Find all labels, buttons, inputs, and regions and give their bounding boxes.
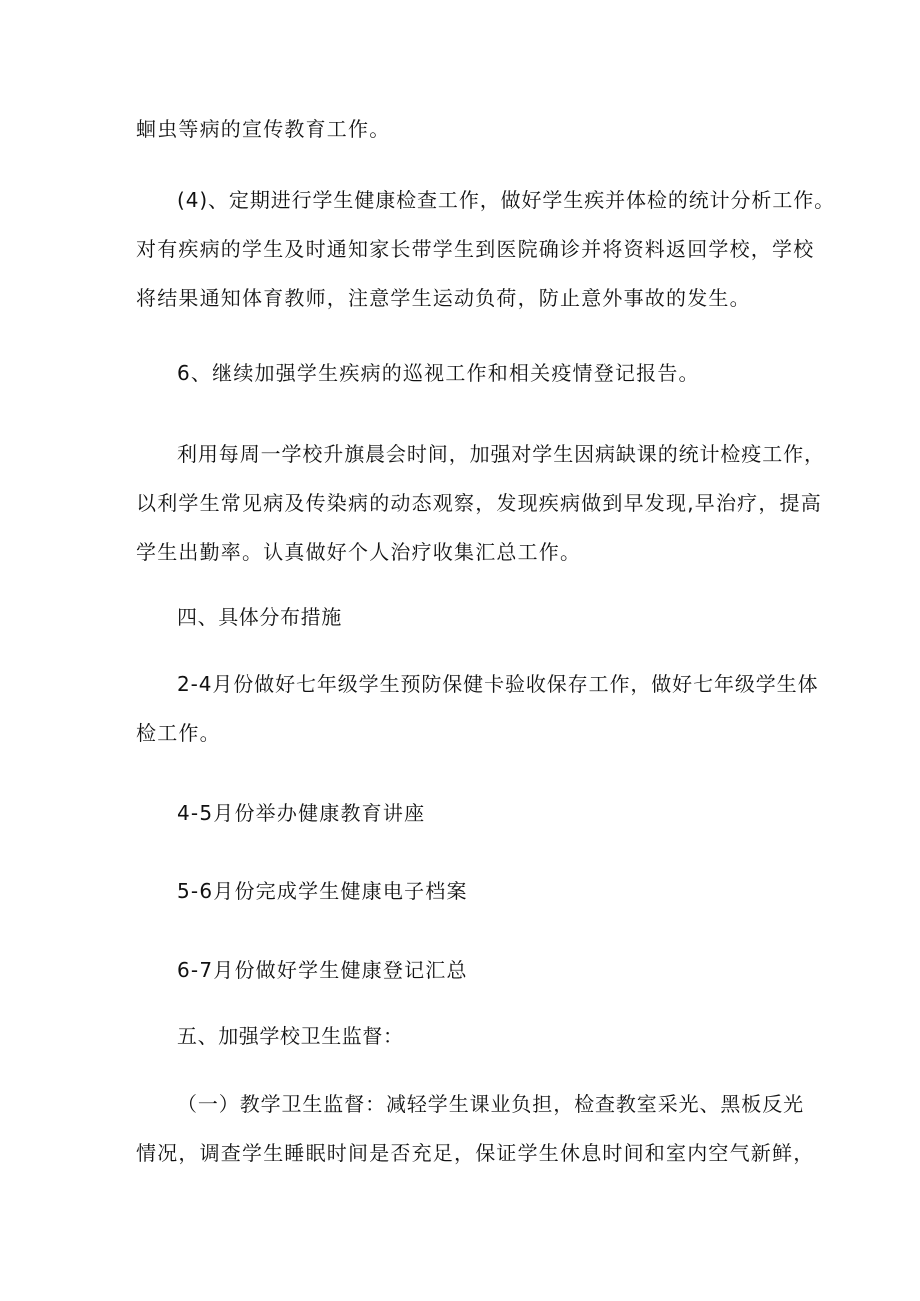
text-line: 对有疾病的学生及时通知家长带学生到医院确诊并将资料返回学校，学校 [136,237,815,261]
text-line: 利用每周一学校升旗晨会时间，加强对学生因病缺课的统计检疫工作， [177,442,825,466]
text-line: 以利学生常见病及传染病的动态观察，发现疾病做到早发现,早治疗，提高 [136,491,822,515]
text-line: 学生出勤率。认真做好个人治疗收集汇总工作。 [136,540,582,564]
heading-text: 四、具体分布措施 [177,605,342,629]
text-line: 将结果通知体育教师，注意学生运动负荷，防止意外事故的发生。 [136,286,751,310]
text-line: 2-4月份做好七年级学生预防保健卡验收保存工作，做好七年级学生体 [177,672,819,696]
text-line: 4-5月份举办健康教育讲座 [177,801,426,825]
text-line: 6-7月份做好学生健康登记汇总 [177,958,468,982]
text-line: (4)、定期进行学生健康检查工作，做好学生疾并体检的统计分析工作。 [177,188,836,212]
text-line: 6、继续加强学生疾病的巡视工作和相关疫情登记报告。 [177,361,700,385]
text-line: 蛔虫等病的宣传教育工作。 [136,117,391,141]
heading-text: 五、加强学校卫生监督： [177,1024,404,1048]
text-line: 检工作。 [136,721,221,745]
text-line: （一）教学卫生监督：减轻学生课业负担，检查教室采光、黑板反光 [177,1092,804,1116]
text-line: 情况，调查学生睡眠时间是否充足，保证学生休息时间和室内空气新鲜， [136,1141,815,1165]
text-line: 5-6月份完成学生健康电子档案 [177,879,468,903]
